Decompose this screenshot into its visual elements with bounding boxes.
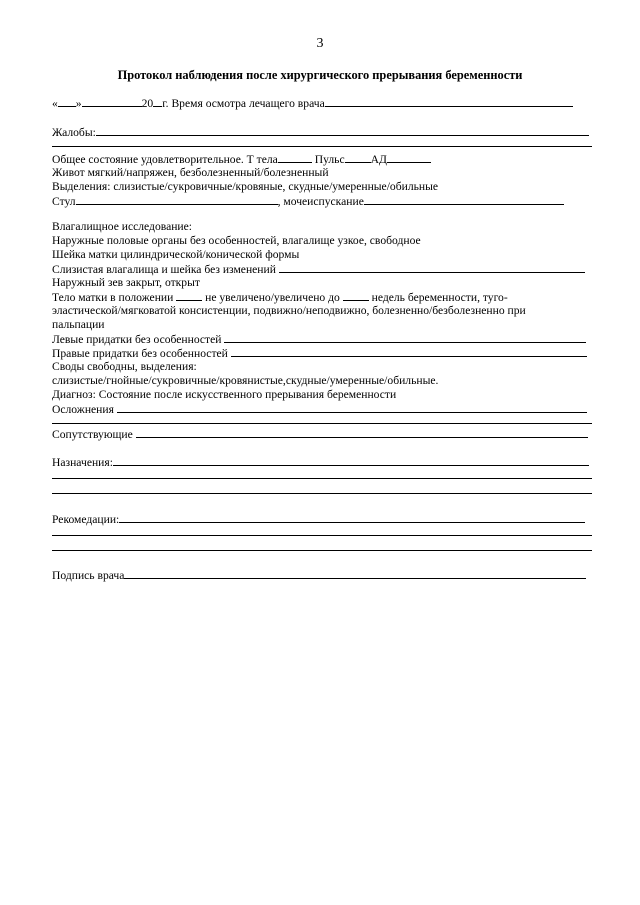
document-title: Протокол наблюдения после хирургического прерывания беременности	[117, 68, 523, 82]
stool-line	[52, 194, 564, 208]
mucosa-field[interactable]	[279, 262, 585, 273]
cervix-line: Шейка матки цилиндрической/конической формы	[52, 248, 300, 261]
complaints-extra-line[interactable]	[52, 146, 592, 147]
quote-close: »	[75, 97, 82, 110]
complications-label: Осложнения	[52, 403, 114, 416]
month-field[interactable]	[82, 96, 142, 107]
exam-time-label: Время осмотра лечащего врача	[171, 97, 325, 110]
complications-extra-line[interactable]	[52, 423, 592, 424]
page-number: 3	[316, 36, 324, 51]
uterus-size-label: не увеличено/увеличено до	[205, 291, 340, 304]
day-field[interactable]	[58, 96, 76, 107]
quote-open: «	[52, 97, 58, 110]
complaints-label: Жалобы:	[52, 126, 96, 139]
right-adnexa-line	[52, 346, 587, 360]
recommendations-line	[52, 512, 585, 526]
prescriptions-line-2[interactable]	[52, 478, 592, 479]
discharge-line: Выделения: слизистые/сукровичные/кровяные, скудные/умеренные/обильные	[52, 180, 439, 193]
year-suffix: г.	[162, 97, 169, 110]
recommendations-line-2[interactable]	[52, 535, 592, 536]
recommendations-field[interactable]	[119, 512, 585, 523]
bp-label: АД	[370, 153, 387, 166]
signature-line	[52, 568, 586, 582]
right-adnexa-field[interactable]	[231, 346, 587, 357]
prescriptions-line-3[interactable]	[52, 493, 592, 494]
pulse-field[interactable]	[345, 152, 371, 163]
uterus-weeks-field[interactable]	[343, 290, 369, 301]
concomitant-label: Сопутствующие	[52, 428, 133, 441]
recommendations-line-3[interactable]	[52, 550, 592, 551]
date-line	[52, 96, 573, 110]
fornices-line: Своды свободны, выделения:	[52, 360, 197, 373]
recommendations-label: Рекомедации:	[52, 513, 120, 526]
bp-field[interactable]	[387, 152, 431, 163]
uterus-position-field[interactable]	[176, 290, 202, 301]
exam-time-field[interactable]	[325, 96, 573, 107]
complaints-line	[52, 125, 589, 139]
left-adnexa-line	[52, 332, 586, 346]
signature-label: Подпись врача	[52, 569, 125, 582]
left-adnexa-label: Левые придатки без особенностей	[52, 333, 222, 346]
diagnosis-line: Диагноз: Состояние после искусственного прерывания беременности	[52, 388, 397, 401]
discharge-detail-line: слизистые/гнойные/сукровичные/кровянистые,скудные/умеренные/обильные.	[52, 374, 439, 387]
complaints-field[interactable]	[96, 125, 589, 136]
signature-field[interactable]	[124, 568, 586, 579]
prescriptions-label: Назначения:	[52, 456, 113, 469]
abdomen-line: Живот мягкий/напряжен, безболезненный/болезненный	[52, 166, 329, 179]
complications-line	[52, 402, 587, 416]
concomitant-field[interactable]	[136, 427, 588, 438]
year-field[interactable]	[153, 96, 162, 107]
external-os-line: Наружный зев закрыт, открыт	[52, 276, 200, 289]
pulse-label: Пульс	[314, 153, 345, 166]
prescriptions-line	[52, 455, 589, 469]
uterus-weeks-label: недель беременности, туго-	[371, 291, 508, 304]
right-adnexa-label: Правые придатки без особенностей	[52, 347, 228, 360]
urination-field[interactable]	[364, 194, 564, 205]
uterus-palpation-line: пальпации	[52, 318, 105, 331]
stool-label: Стул	[52, 195, 76, 208]
year-prefix: 20	[141, 97, 154, 110]
uterus-line	[52, 290, 508, 304]
mucosa-line	[52, 262, 585, 276]
temperature-field[interactable]	[278, 152, 312, 163]
mucosa-label: Слизистая влагалища и шейка без изменений	[52, 263, 276, 276]
uterus-position-label: Тело матки в положении	[52, 291, 174, 304]
vaginal-exam-heading: Влагалищное исследование:	[52, 220, 192, 233]
urination-label: , мочеиспускание	[277, 195, 364, 208]
complications-field[interactable]	[117, 402, 587, 413]
prescriptions-field[interactable]	[113, 455, 589, 466]
general-state-text: Общее состояние удовлетворительное. Т тела	[52, 153, 278, 166]
general-state-line	[52, 152, 431, 166]
left-adnexa-field[interactable]	[224, 332, 586, 343]
uterus-consistency-line: эластической/мягковатой консистенции, подвижно/неподвижно, болезненно/безболезненно при	[52, 304, 526, 317]
concomitant-line	[52, 427, 588, 441]
stool-field[interactable]	[76, 194, 278, 205]
external-genitalia-line: Наружные половые органы без особенностей, влагалище узкое, свободное	[52, 234, 421, 247]
